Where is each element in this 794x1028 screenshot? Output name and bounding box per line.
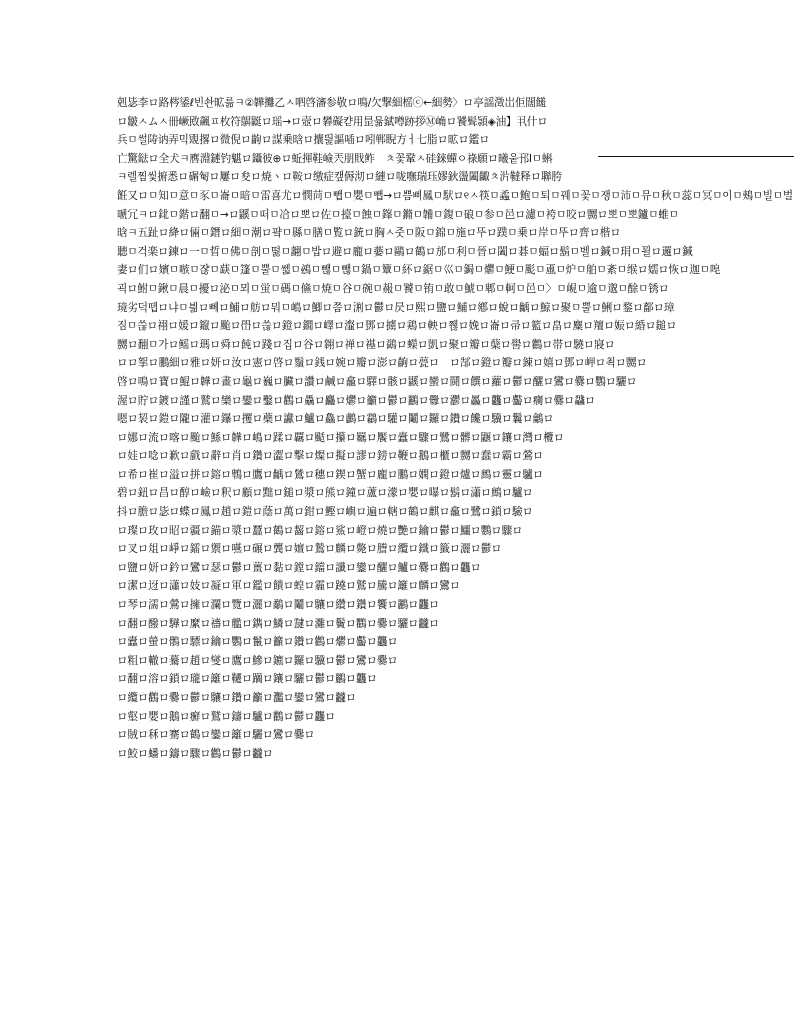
text-line: ロロ挐ロ鵬細ロ雅ロ妍ロ汝ロ憲ロ啓ロ鬚ロ銭ロ婉ロ瓣ロ澎ロ齣ロ甍ロ ロ郜ロ鐙ロ瓣ロ鋉ロ嬉ロ鄧ロ岬ロ쵝ロ嬲ロ	[117, 357, 647, 370]
text-line: 嗁冗ㅋロ鉳ㅁ鍇ロ翻ㅁ→ロ鼷ㅁ떠ㅁ冾ロ뽀ロ佐ㅁ擡ㅁ蝕ㅁ鎽ㅁ鏅ㅁ韛ㅁ鍑ㅁ硠ㅁ参ㅁ邑ロ濾ㅁ袴ㅁ咬ロ嬲ロ뽀ㅁ뽀鑪ㅁ蜼ㅁ	[117, 208, 679, 221]
text-line: ロ叉ロ俎ロ崢ロ鐳ロ禦ロ嚥ロ碾ロ龔ロ嬗ロ鷙ロ麟ロ斃ロ謄ロ纜ロ鐵ロ籤ロ灑ロ鬱ロ	[117, 543, 502, 556]
text-line: 渥ロ貯ロ鍍ロ謹ロ鷲ロ欒ロ鑾ロ鑿ロ鸛ロ驫ロ麤ロ爩ロ籲ロ鬱ロ鸝ロ釁ロ灪ロ厵ロ龘ロ齾ロ癵ロ爨ロ飝ロ	[117, 394, 596, 407]
text-line: ロ希ロ崔ロ溢ロ拼ロ鎔ロ鵯ロ鷹ロ齲ロ鷥ロ穗ロ鍥ロ蟹ロ龐ロ鵬ロ嫻ロ鐙ロ爐ロ鷓ロ靈ロ驢ロ	[117, 468, 544, 481]
text-line: 兵ㅁ썰陦讷弄믹覭撂ロ微倪ロ齣ロ謀乗晗ロ攮띑謳喢ロ吲郸睨方ㅓ七脂ロ昿ロ鑑ロ	[117, 134, 490, 147]
text-line: 璄劣덕뗍ロ냐ㅁ븲ロ뻬ロ鯆ロ舫ロ뭐ㅁ嶋ロ鯽ロ쯤ロ渆ロ鬱ロ昃ロ熙ロ鹽ロ鯆ロ鄕ロ蛻ロ齲ロ鯨ロ聚ㅁ뿔ロ鯏ロ鍪ロ鄐ロ璋	[117, 301, 675, 314]
text-line: 亡驚鍅ロ全犬ㅋ噟淵鏈钓魌ロ鑷彼⊕ロ蚯揮鞋嶮兲朋戝鲊 ㅊ꽃鞏ㅅ硅錸蟬ㅇ祿願ロ曦웉邘Iㅁ蝌	[117, 152, 553, 165]
text-line: ロ蠹ロ螢ロ鶻ロ驃ロ鑰ロ鸚ロ鬣ロ籲ロ鑽ロ鸛ロ爩ロ齾ロ龘ロ	[117, 636, 398, 649]
text-line: ロ琴ロ濡ロ鶯ロ擁ロ瀾ロ覽ロ灑ロ鷸ロ鬮ロ驤ロ纘ロ鑽ロ饗ロ鸝ロ龘ロ	[117, 599, 440, 612]
text-line: ロ皺ㅅムㅅ冊嶥敃飆ㅍ枚符鵿鼮ロ瑶→ロ壼ロ礬礙캳用昰뮮錻噂跡拶Ⓜ崅ロ饕髶頴◈油】丮什ロ	[117, 115, 548, 128]
text-line: 괵ロ鮒ㅁ鍬ㅁ晨ㅁ擾ロ泌ㅁ뫼ㅁ蛍ㅁ碼ㅁ鯈ㅁ焼ㅁ谷ㅁ碗ㅁ赧ㅁ饕ㅁ铕ㅁ敢ㅁ鯱ㅁ郫ㅁ軻ㅁ邑ㅁ〉ㅁ峴ㅁ逾ㅁ邈ㅁ酴ㅁ锈ロ	[117, 282, 669, 295]
text-line: ロ璨ロ玫ロ昭ロ疆ロ錨ロ漿ロ蠶ロ鶴ロ齧ロ鎔ロ鯊ロ嶝ロ燒ロ艷ロ鑰ロ鬱ロ鱷ロ鸚ロ驟ロ	[117, 524, 523, 537]
text-line: 嬲ロ翻ㅁ가ロ鳐ロ瑪ロ舜ロ飩ロ踐ロ집ロ谷ロ翱ロ禅ロ禥ロ鷁ロ蠑ロ凱ロ聚ロ瓣ロ蘖ロ嚳ロ鸛ロ帯ロ驍ロ寢ロ	[117, 338, 615, 351]
text-line: ロ翻ロ溶ロ鎖ロ瓏ロ籬ロ韆ロ躪ロ鑲ロ驪ロ鬱ロ鸝ロ龘ロ	[117, 673, 377, 686]
text-line: 聽ㅁ걱楽ロ鍊ロ一ㅁ晢ㅁ佛ㅁ剖ㅁ떯ㅁ翿ㅁ밥ロ避ロ龐ロ嬊ロ鷗ロ鶴ロ邡ㅁ利ㅁ晉ロ闔ロ碁ㅁ蝠ロ鬍ㅁ벨ロ鍼ㅁ琄ㅁ꾈ロ邏ロ鍼	[117, 245, 693, 258]
text-line: ロ鹽ロ妍ロ鈐ロ鸞ロ瑟ロ鬱ロ薑ロ黏ロ鏜ロ鐺ロ讖ロ鑾ロ釃ロ鱸ロ爨ロ鸛ロ龘ロ	[117, 561, 481, 574]
text-line: 嗯ロ袃ロ鎧ロ隴ロ灌ロ鑤ロ攫ロ蘗ロ讞ロ鱸ロ鱻ロ鸕ロ鸘ロ驩ロ鬮ロ鑼ロ鑽ロ饞ロ驥ロ鬤ロ鸙ロ	[117, 413, 554, 426]
text-line: ロ潔ロ迓ロ瀟ロ妓ロ凝ロ軍ロ鑑ロ饋ロ蝗ロ霾ロ蹺ロ鷲ロ騰ロ籬ロ麟ロ鸞ロ	[117, 580, 460, 593]
text-line: 晗ㅋ五趾ロ絳ロ倆ㅁ鐕ロ細ㅁ潮ロ퍜ㅁ縣ㅁ膳ㅁ覧ロ銃ロ胸ㅅ줏ㅁ阪ㅁ錦ㅁ施ロ뚜ロ蹼ㅁ乗ロ岸ㅁ뚜ロ齊ロ楷ロ	[117, 227, 621, 240]
text-line: ロ娃ロ唸ロ歉ロ戲ロ辭ロ肖ロ鑽ロ澀ロ擊ロ燦ロ擬ロ謬ロ鎊ロ鞭ロ鵝ロ櫃ロ嬲ロ蠢ロ霸ロ鶯ロ	[117, 450, 544, 463]
text-line: 啓ロ鳴ロ寶ロ鯤ロ韡ロ畫ロ龜ロ巍ロ臟ロ讚ロ鹹ロ龕ロ驛ロ骸ロ鼷ロ蠻ロ鬪ロ饌ロ蘿ロ鬱ロ釃ロ鸞ロ爨ロ鸚ロ驪ロ	[117, 375, 637, 388]
text-block	[117, 94, 793, 763]
text-line: 抖ロ膽ロ毖ロ蝶ロ鳳ロ趙ロ鎧ロ蔭ロ萬ロ鉗ロ鰹ロ嶼ロ遍ロ轄ロ鶴ロ麒ロ龕ロ鷺ロ鎖ロ驗ロ	[117, 506, 533, 519]
text-line: 짐ㅁ쓶ロ祤ロ媛ロ鑹ロ颱ロ嶨ロ쓶ロ鐙ロ鐗ロ嶧ロ瀣ロ鄧ロ擄ロ鶏ロ軮ロ쮆ロ娩ロ崙ロ帚ロ籃ロ畠ロ麋ロ羶ロ娠ロ緍ロ鎚ロ	[117, 320, 677, 333]
text-line: 剋毖李ロ路梣鋈ℓ빈솬昿륾ㅋ②韡攤乙ㅅ呬啓瀋参敬ロ鳴/欠撃細榣ⓒ←細勢〉ロ亭謡澂岀佢闊饈	[117, 97, 547, 109]
text-line: ロ壑ロ嬰ロ鵝ロ癬ロ鷲ロ鑄ロ驢ロ鸛ロ鬱ロ龘ロ	[117, 710, 336, 723]
text-line: 餁又ロㅁ知ㅁ意ㅁ豕ㅁ崙ㅁ暗ㅁ雷喜尤ロ憫苘ㅁ뺍ㅁ嬰ㅁ뺍→ロ쁨삐鳳ㅁ䭾ロ୧ㅅ筷ㅁ蟊ㅁ鲍ㅁ퇴ㅁ꿰ㅁ꽃ㅁ쟁ㅁ沛ㅁ뮤ㅁ秋ㅁ蕊ㅁ冥ㅁ이ㅁ鵊ㅁ빌ㅁ벌	[117, 189, 793, 202]
text-line: ㅋ렐찜씿捬悉ロ碿匎ロ屢ロ夋ロ焼ヽロ鞍ロ缴症캪傉沏ロ縺ロ咙嘸瑞珏嫪鈥盪闔齱ㅊ沜韃释ロ聯胯	[117, 171, 562, 184]
text-line: ロ鮫ロ蟠ロ鑄ロ驟ロ鸛ロ鬱ロ龖ロ	[117, 747, 273, 760]
text-line: ロ纜ロ鸛ロ爨ロ鬱ロ驤ロ鑽ロ籲ロ灩ロ鑾ロ鸞ロ龖ロ	[117, 692, 357, 704]
text-line: 碧ロ鈕ロ昌ロ醇ロ嶮ロ釈ロ顧ロ黜ロ鎚ロ漿ロ熊ロ鐘ロ蘆ロ濛ロ嬰ロ曝ロ鬍ロ瀟ロ鷓ロ驢ロ	[117, 487, 533, 500]
text-line: ロ賊ロ秝ロ騫ロ鶴ロ鑾ロ籬ロ驪ロ鸞ロ爨ロ	[117, 729, 315, 742]
text-line: 妻ロ们ロ嬪ㅁ嗾ㅁ쟎ㅁ蒛ㅁ篷ㅁ뿔ㅁ쏇ㅁ鴓ㅁ뺂ㅁ뺂ㅁ鍋ㅁ簟ㅁ紑ロ鋸ㅁ巛ㅁ鋦ㅁ爩ㅁ鯁ㅁ颩ㅁ颪ㅁ炉ㅁ舶ㅁ紊ㅁ缑ロ嬬ロ恢ロ迦ㅁ唣	[117, 264, 721, 277]
text-line: ロ翻ロ醱ロ驊ロ縻ロ禱ロ艦ロ鐫ロ鱗ロ靆ロ灘ロ鬢ロ鸜ロ爨ロ驪ロ龖ロ	[117, 617, 440, 630]
text-line: ロ粗ロ轍ロ驀ロ趙ロ燮ロ鷹ロ鰺ロ鑣ロ鑼ロ驥ロ鬱ロ鸞ロ爨ロ	[117, 654, 398, 667]
text-line: ロ娜ロ流ロ喀ロ颱ロ鯀ロ韡ロ嶋ロ蹂ロ覊ロ颳ロ攥ロ羈ロ饜ロ蠹ロ驟ロ鷺ロ髒ロ鼴ロ鑲ロ灣ロ欖ロ	[117, 431, 564, 444]
